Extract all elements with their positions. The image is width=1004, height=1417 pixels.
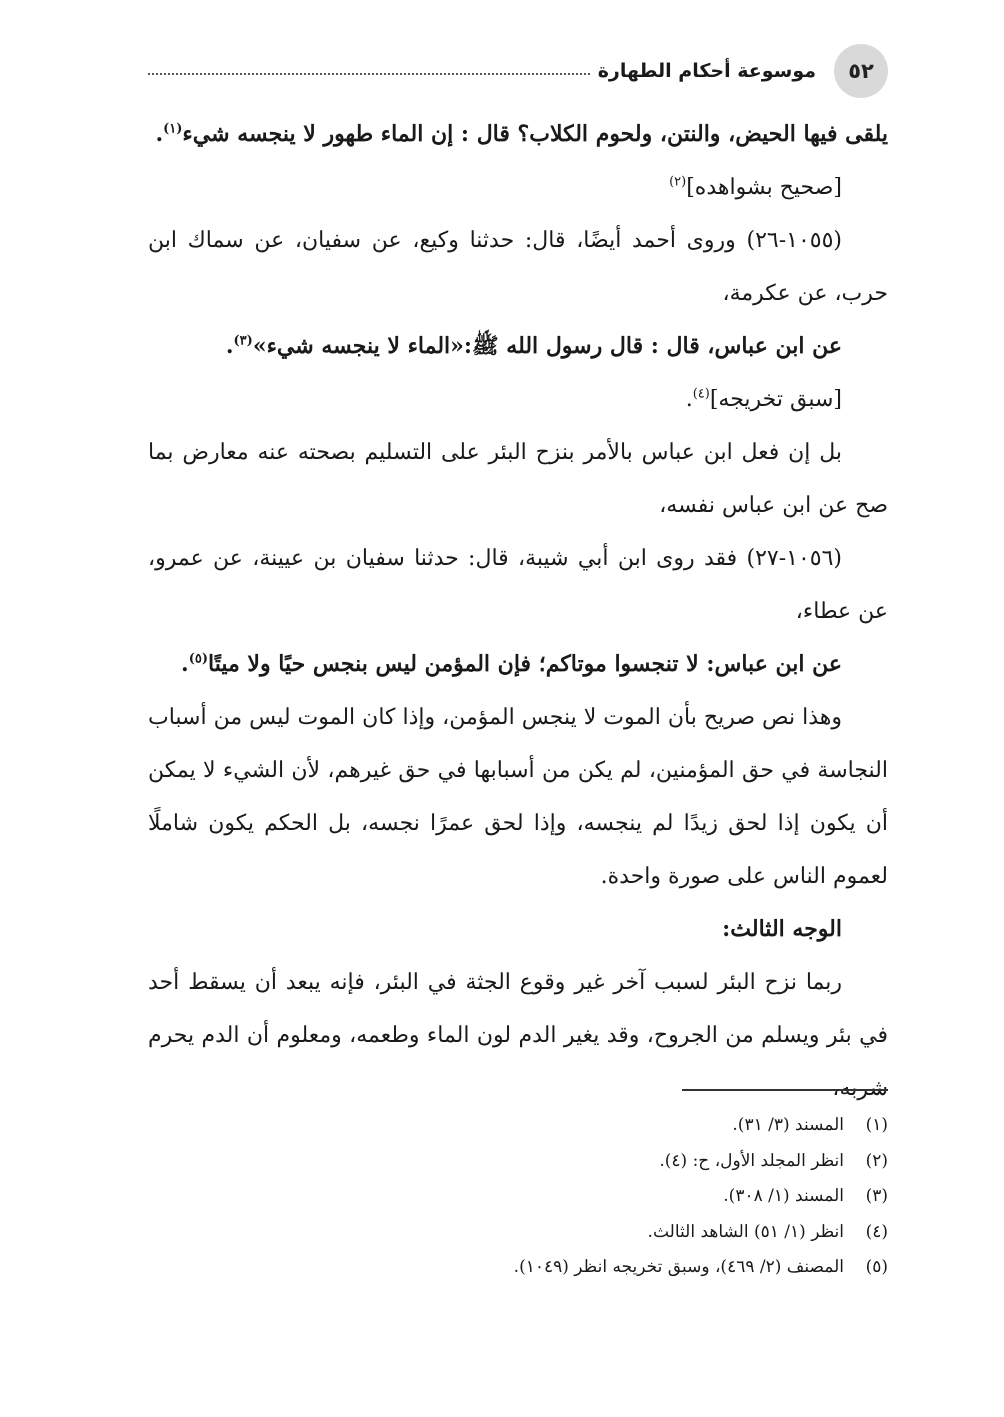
hadith-chain (148, 532, 888, 638)
footnote-item (300, 1144, 888, 1180)
footnote-ref[interactable]: (٢) (669, 174, 687, 190)
footnote-item (300, 1215, 888, 1251)
book-title: موسوعة أحكام الطهارة (597, 60, 816, 82)
paragraph-text: (١٠٥٦-٢٧) فقد روى ابن أبي شيبة، قال: حدثنا سفيان بن عيينة، عن عمرو، عن عطاء، (148, 546, 888, 624)
hadith-text (148, 638, 888, 691)
footnotes (300, 1108, 888, 1286)
hadith-text (148, 320, 888, 373)
main-text (148, 108, 888, 1115)
paragraph (148, 691, 888, 903)
punctuation: . (155, 121, 164, 147)
footnote-number: (٢) (865, 1150, 888, 1171)
paragraph-text: بل إن فعل ابن عباس بالأمر بنزح البئر على التسليم بصحته عنه معارض بما صح عن ابن عباس نفسه، (148, 440, 888, 518)
page-number: ٥٢ (848, 59, 874, 83)
paragraph (148, 956, 888, 1115)
header-dotted-leader (148, 73, 590, 75)
paragraph (148, 426, 888, 532)
footnote-number: (٥) (865, 1257, 888, 1277)
paragraph-text: ربما نزح البئر لسبب آخر غير وقوع الجثة في البئر، فإنه يبعد أن يسقط أحد في بئر ويسلم من الجروح، وقد يغير الدم لون الماء وطعمه، ومعلوم أن الدم يحرم شربه، (148, 970, 888, 1101)
paragraph (148, 108, 888, 161)
paragraph-text: يلقى فيها الحيض، والنتن، ولحوم الكلاب؟ قال : إن الماء طهور لا ينجسه شيء (182, 121, 888, 147)
footnote-item (300, 1108, 888, 1144)
grading-text: [صحيح بشواهده] (686, 175, 842, 200)
footnote-ref[interactable]: (٣) (233, 333, 253, 349)
footnote-item (300, 1179, 888, 1215)
paragraph-text: عن ابن عباس: لا تنجسوا موتاكم؛ فإن المؤمن ليس بنجس حيًا ولا ميتًا (208, 651, 842, 677)
heading-text: الوجه الثالث: (722, 916, 842, 942)
footnote-text: المسند (١/ ٣٠٨). (723, 1186, 844, 1206)
punctuation: . (181, 651, 189, 677)
footnote-ref[interactable]: (٤) (692, 386, 710, 402)
footnote-number: (١) (865, 1115, 888, 1135)
paragraph-text: عن ابن عباس، قال : قال رسول الله ﷺ:«الماء لا ينجسه شيء» (252, 333, 842, 359)
paragraph-text: وهذا نص صريح بأن الموت لا ينجس المؤمن، وإذا كان الموت ليس من أسباب النجاسة في حق المؤمنين، لم يكن من أسبابها في حق غيرهم، لأن الشيء لا يمكن أن يكون إذا لحق زيدًا لم ينجسه، وإذا لحق عمرًا نجسه، بل الحكم يكون شاملًا لعموم الناس على صورة واحدة. (148, 705, 888, 889)
footnote-ref[interactable]: (١) (163, 121, 183, 137)
punctuation: . (225, 333, 234, 359)
footnote-number: (٤) (865, 1221, 888, 1242)
page-number-badge (834, 44, 888, 98)
footnote-text: انظر المجلد الأول، ح: (٤). (659, 1150, 844, 1171)
hadith-chain (148, 214, 888, 320)
footnote-item (300, 1250, 888, 1286)
grading-note (148, 161, 888, 214)
grading-note (148, 373, 888, 426)
footnote-number: (٣) (865, 1186, 888, 1206)
grading-text: [سبق تخريجه] (709, 387, 842, 412)
punctuation: . (685, 387, 693, 412)
running-header (148, 56, 824, 86)
footnote-text: المسند (٣/ ٣١). (732, 1115, 844, 1135)
footnote-text: المصنف (٢/ ٤٦٩)، وسبق تخريجه انظر (١٠٤٩). (513, 1257, 844, 1277)
footnote-divider (682, 1089, 888, 1091)
paragraph-text: (١٠٥٥-٢٦) وروى أحمد أيضًا، قال: حدثنا وكيع، عن سفيان، عن سماك ابن حرب، عن عكرمة، (148, 228, 888, 306)
footnote-text: انظر (١/ ٥١) الشاهد الثالث. (647, 1221, 844, 1242)
section-heading (148, 903, 888, 956)
footnote-ref[interactable]: (٥) (188, 651, 208, 667)
